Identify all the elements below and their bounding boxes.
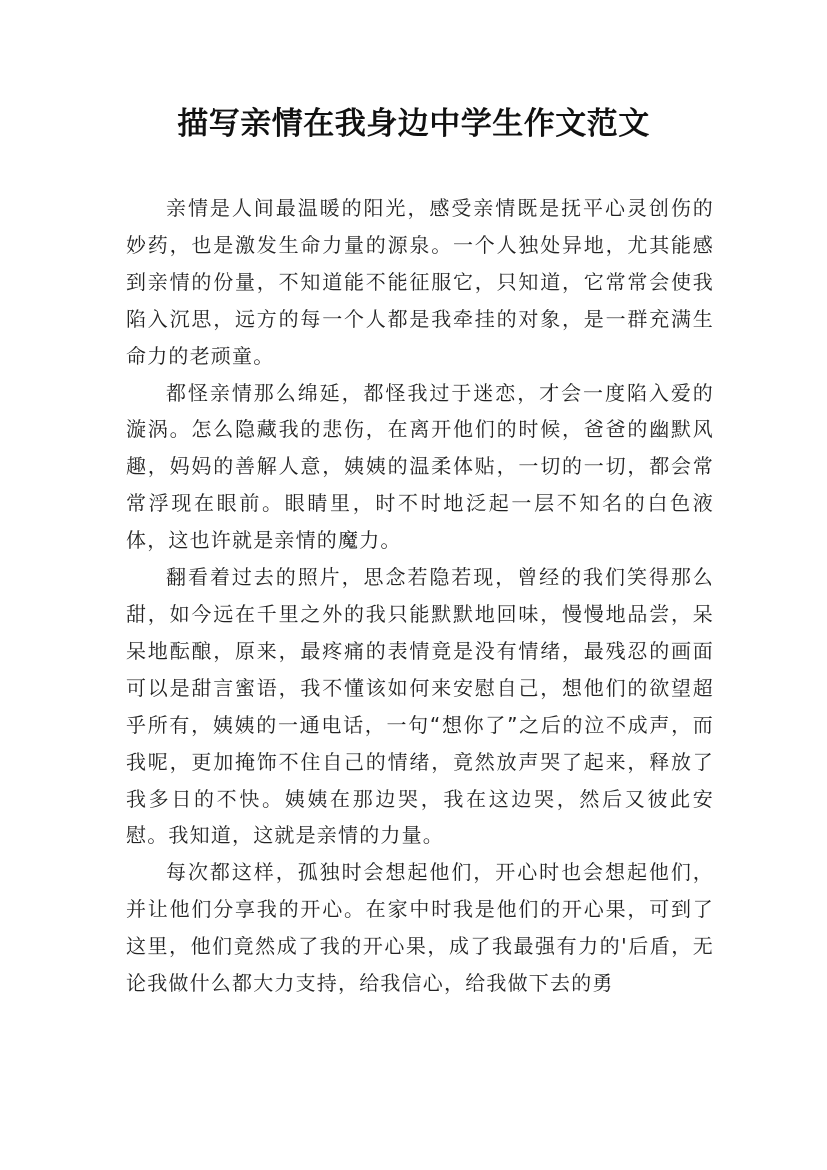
- paragraph-3: 翻看着过去的照片，思念若隐若现，曾经的我们笑得那么甜，如今远在千里之外的我只能默默地回味，慢慢地品尝，呆呆地酝酿，原来，最疼痛的表情竟是没有情绪，最残忍的画面可以是甜言蜜语，我不懂该如何来安慰自己，想他们的欲望超乎所有，姨姨的一通电话，一句“想你了”之后的泣不成声，而我呢，更加掩饰不住自己的情绪，竟然放声哭了起来，释放了我多日的不快。姨姨在那边哭，我在这边哭，然后又彼此安慰。我知道，这就是亲情的力量。: [126, 565, 714, 848]
- paragraph-2: 都怪亲情那么绵延，都怪我过于迷恋，才会一度陷入爱的漩涡。怎么隐藏我的悲伤，在离开他们的时候，爸爸的幽默风趣，妈妈的善解人意，姨姨的温柔体贴，一切的一切，都会常常浮现在眼前。眼睛里，时不时地泛起一层不知名的白色液体，这也许就是亲情的魔力。: [126, 380, 714, 553]
- paragraph-4: 每次都这样，孤独时会想起他们，开心时也会想起他们，并让他们分享我的开心。在家中时我是他们的开心果，可到了这里，他们竟然成了我的开心果，成了我最强有力的'后盾，无论我做什么都大力支持，给我信心，给我做下去的勇: [126, 860, 714, 996]
- page-title: 描写亲情在我身边中学生作文范文: [177, 106, 650, 142]
- paragraph-1: 亲情是人间最温暖的阳光，感受亲情既是抚平心灵创伤的妙药，也是激发生命力量的源泉。一个人独处异地，尤其能感到亲情的份量，不知道能不能征服它，只知道，它常常会使我陷入沉思，远方的每一个人都是我牵挂的对象，是一群充满生命力的老顽童。: [126, 196, 714, 368]
- document-body: [126, 190, 714, 1002]
